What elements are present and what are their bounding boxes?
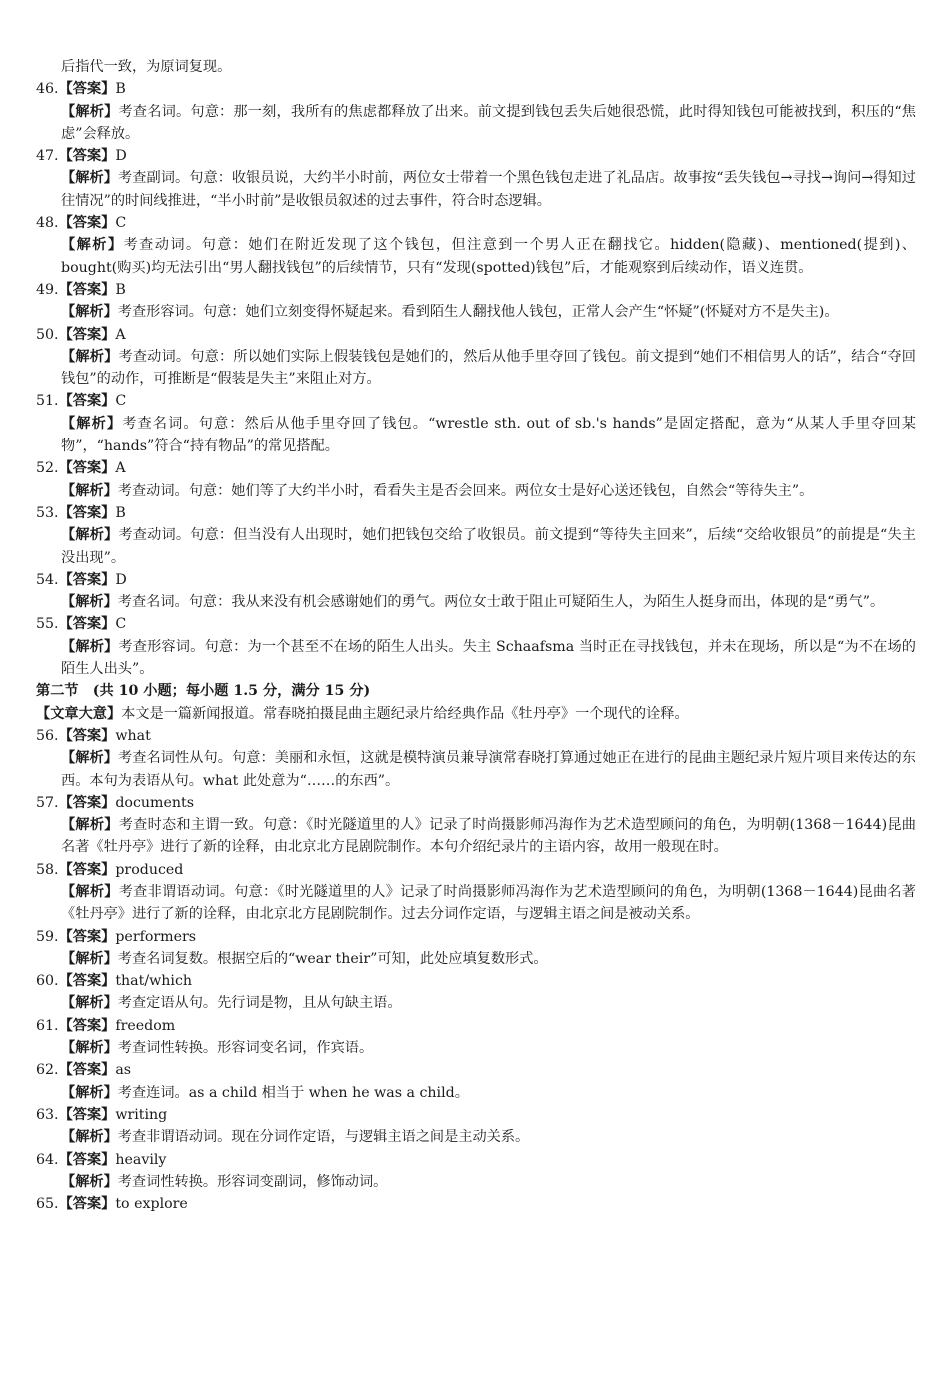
section2-title: 第二节 (共 10 小题；每小题 1.5 分，满分 15 分) [36, 683, 371, 700]
answer-label: 【答案】 [58, 148, 116, 165]
answer-label: 【答案】 [58, 794, 116, 811]
analysis-paragraph [61, 167, 916, 212]
answer-label: 【答案】 [58, 1062, 116, 1079]
analysis-paragraph [61, 301, 916, 323]
answer-line [36, 145, 916, 167]
analysis-text: 考查动词。句意：她们等了大约半小时，看看失主是否会回来。两位女士是好心送还钱包，自然会“等待失主”。 [117, 482, 814, 499]
answer-value: C [115, 616, 127, 633]
analysis-text: 考查连词。as a child 相当于 when he was a child。 [117, 1084, 469, 1101]
answer-value: heavily [115, 1151, 167, 1168]
answer-value: performers [115, 928, 197, 945]
answer-line [36, 1015, 916, 1037]
answer-line [36, 613, 916, 635]
question-number: 55. [36, 616, 59, 633]
analysis-text: 考查名词。句意：那一刻，我所有的焦虑都释放了出来。前文提到钱包丢失后她很恐慌，此时得知钱包可能被找到，积压的“焦虑”会释放。 [61, 103, 916, 142]
question-number: 62. [36, 1062, 59, 1079]
answer-line [36, 1193, 916, 1215]
answer-line [36, 279, 916, 301]
answer-line [36, 970, 916, 992]
answer-line [36, 78, 916, 100]
answer-label: 【答案】 [58, 571, 116, 588]
answer-label: 【答案】 [58, 1017, 116, 1034]
answer-value: B [115, 504, 126, 521]
answer-value: B [115, 281, 126, 298]
analysis-label: 【解析】 [61, 482, 118, 499]
analysis-label: 【解析】 [61, 950, 118, 967]
question-number: 52. [36, 460, 59, 477]
question-number: 63. [36, 1106, 59, 1123]
analysis-label: 【解析】 [61, 750, 119, 767]
answer-label: 【答案】 [58, 215, 116, 232]
analysis-text: 考查定语从句。先行词是物，且从句缺主语。 [117, 995, 402, 1012]
analysis-text: 考查动词。句意：但当没有人出现时，她们把钱包交给了收银员。前文提到“等待失主回来”，后续“交给收银员”的前提是“失主没出现”。 [61, 527, 916, 566]
analysis-label: 【解析】 [61, 170, 118, 187]
analysis-text: 考查形容词。句意：为一个甚至不在场的陌生人出头。失主 Schaafsma 当时正在寻找钱包，并未在现场，所以是“为不在场的陌生人出头”。 [61, 638, 916, 678]
question-number: 48. [36, 215, 59, 232]
answer-label: 【答案】 [58, 861, 116, 878]
analysis-text: 考查名词复数。根据空后的“wear their”可知，此处应填复数形式。 [117, 950, 548, 967]
answer-label: 【答案】 [58, 326, 116, 343]
question-number: 56. [36, 727, 59, 744]
answer-line [36, 502, 916, 524]
analysis-text: 考查名词。句意：我从来没有机会感谢她们的勇气。两位女士敢于阻止可疑陌生人，为陌生人挺身而出，体现的是“勇气”。 [117, 594, 885, 611]
analysis-text: 考查时态和主谓一致。句意：《时光隧道里的人》记录了时尚摄影师冯海作为艺术造型顾问的角色，为明朝(1368－1644)昆曲名著《牡丹亭》进行了新的诠释，由北京北方昆剧院制作。本句介绍纪录片的主语内容，故用一般现在时。 [61, 817, 916, 856]
analysis-label: 【解析】 [61, 638, 119, 655]
analysis-label: 【解析】 [61, 1173, 118, 1190]
analysis-label: 【解析】 [61, 415, 123, 432]
intro-line: 后指代一致，为原词复现。 [61, 59, 232, 75]
answer-value: produced [115, 861, 184, 878]
answer-line [36, 324, 916, 346]
answer-label: 【答案】 [58, 281, 116, 298]
answer-label: 【答案】 [58, 81, 116, 98]
question-number: 47. [36, 148, 59, 165]
analysis-text: 考查名词性从句。句意：美丽和永恒，这就是模特演员兼导演常春晓打算通过她正在进行的昆曲主题纪录片短片项目来传达的东西。本句为表语从句。what 此处意为“……的东西”。 [61, 750, 916, 789]
answer-line [36, 1149, 916, 1171]
analysis-paragraph [61, 346, 916, 391]
analysis-paragraph [61, 413, 916, 458]
analysis-label: 【解析】 [61, 1040, 118, 1057]
answer-line [36, 792, 916, 814]
answer-key-page [36, 56, 916, 1215]
answer-label: 【答案】 [58, 727, 116, 744]
question-number: 65. [36, 1196, 59, 1213]
answer-value: C [115, 393, 127, 410]
answer-value: as [115, 1062, 132, 1079]
analysis-label: 【解析】 [61, 817, 119, 834]
analysis-paragraph [61, 1126, 916, 1148]
answer-line [36, 1059, 916, 1081]
analysis-label: 【解析】 [61, 527, 119, 544]
answer-label: 【答案】 [58, 1106, 116, 1123]
analysis-text: 考查形容词。句意：她们立刻变得怀疑起来。看到陌生人翻找他人钱包，正常人会产生“怀疑”(怀疑对方不是失主)。 [117, 304, 839, 321]
analysis-text: 考查词性转换。形容词变副词，修饰动词。 [117, 1173, 388, 1190]
answer-value: D [115, 148, 127, 165]
analysis-text: 考查词性转换。形容词变名词，作宾语。 [117, 1040, 374, 1057]
question-number: 53. [36, 504, 59, 521]
answer-label: 【答案】 [58, 393, 116, 410]
analysis-label: 【解析】 [61, 304, 118, 321]
answer-line [36, 1104, 916, 1126]
answer-value: B [115, 81, 126, 98]
answer-value: D [115, 571, 127, 588]
answer-value: C [115, 215, 127, 232]
analysis-label: 【解析】 [61, 995, 118, 1012]
answer-label: 【答案】 [58, 460, 116, 477]
answer-line [36, 569, 916, 591]
analysis-paragraph [61, 1082, 916, 1104]
analysis-text: 考查动词。句意：她们在附近发现了这个钱包，但注意到一个男人正在翻找它。hidden(隐藏)、mentioned(提到)、bought(购买)均无法引出“男人翻找钱包”的后续情节，只有“发现(spotted)钱包”后，才能观察到后续动作，语义连贯。 [61, 237, 916, 276]
summary-text: 本文是一篇新闻报道。常春晓拍摄昆曲主题纪录片给经典作品《牡丹亭》一个现代的诠释。 [121, 705, 689, 722]
question-number: 59. [36, 928, 59, 945]
answer-label: 【答案】 [58, 504, 116, 521]
analysis-paragraph [61, 524, 916, 569]
question-number: 50. [36, 326, 59, 343]
analysis-paragraph [61, 992, 916, 1014]
analysis-text: 考查副词。句意：收银员说，大约半小时前，两位女士带着一个黑色钱包走进了礼品店。故事按“丢失钱包→寻找→询问→得知过往情况”的时间线推进，“半小时前”是收银员叙述的过去事件，符合时态逻辑。 [61, 170, 916, 209]
question-number: 61. [36, 1017, 59, 1034]
answer-line [36, 457, 916, 479]
analysis-label: 【解析】 [61, 594, 118, 611]
analysis-label: 【解析】 [61, 348, 119, 365]
analysis-paragraph [61, 881, 916, 926]
answer-value: writing [115, 1106, 168, 1123]
question-number: 54. [36, 571, 59, 588]
answer-label: 【答案】 [58, 1151, 116, 1168]
analysis-label: 【解析】 [61, 1084, 118, 1101]
question-number: 60. [36, 973, 59, 990]
answer-value: that/which [115, 973, 193, 990]
analysis-paragraph [61, 480, 916, 502]
analysis-text: 考查非谓语动词。现在分词作定语，与逻辑主语之间是主动关系。 [117, 1129, 530, 1146]
analysis-paragraph [61, 234, 916, 279]
analysis-paragraph [61, 948, 916, 970]
answer-line [36, 725, 916, 747]
analysis-label: 【解析】 [61, 1129, 118, 1146]
question-number: 51. [36, 393, 59, 410]
analysis-paragraph [61, 747, 916, 792]
analysis-paragraph [61, 1037, 916, 1059]
section2-items [36, 725, 916, 1193]
answer-line [36, 926, 916, 948]
answer-label: 【答案】 [58, 616, 116, 633]
article-summary [36, 703, 916, 725]
answer-line [36, 859, 916, 881]
analysis-text: 考查名词。句意：然后从他手里夺回了钱包。“wrestle sth. out of sb.'s hands”是固定搭配，意为“从某人手里夺回某物”，“hands”符合“持有物品”的常见搭配。 [61, 415, 916, 455]
analysis-text: 考查动词。句意：所以她们实际上假装钱包是她们的，然后从他手里夺回了钱包。前文提到“她们不相信男人的话”，结合“夺回钱包”的动作，可推断是“假装是失主”来阻止对方。 [61, 348, 916, 388]
question-number: 58. [36, 861, 59, 878]
question-number: 49. [36, 281, 59, 298]
analysis-paragraph [61, 1171, 916, 1193]
question-number: 46. [36, 81, 59, 98]
answer-value: freedom [115, 1017, 176, 1034]
answer-value: A [115, 326, 126, 343]
answer-line [36, 390, 916, 412]
section1-items [36, 78, 916, 680]
question-number: 64. [36, 1151, 59, 1168]
analysis-paragraph [61, 814, 916, 859]
analysis-label: 【解析】 [61, 237, 124, 254]
answer-value: to explore [115, 1196, 188, 1213]
analysis-paragraph [61, 591, 916, 613]
answer-value: documents [115, 794, 195, 811]
analysis-paragraph [61, 636, 916, 681]
analysis-label: 【解析】 [61, 883, 119, 900]
answer-line [36, 212, 916, 234]
summary-label: 【文章大意】 [36, 705, 122, 722]
answer-label: 【答案】 [58, 973, 116, 990]
answer-value: what [115, 727, 151, 744]
answer-label: 【答案】 [58, 928, 116, 945]
answer-label: 【答案】 [58, 1196, 116, 1213]
answer-value: A [115, 460, 126, 477]
analysis-label: 【解析】 [61, 103, 119, 120]
question-number: 57. [36, 794, 59, 811]
analysis-text: 考查非谓语动词。句意：《时光隧道里的人》记录了时尚摄影师冯海作为艺术造型顾问的角色，为明朝(1368－1644)昆曲名著《牡丹亭》进行了新的诠释，由北京北方昆剧院制作。过去分词作定语，与逻辑主语之间是被动关系。 [61, 883, 916, 923]
analysis-paragraph [61, 101, 916, 146]
